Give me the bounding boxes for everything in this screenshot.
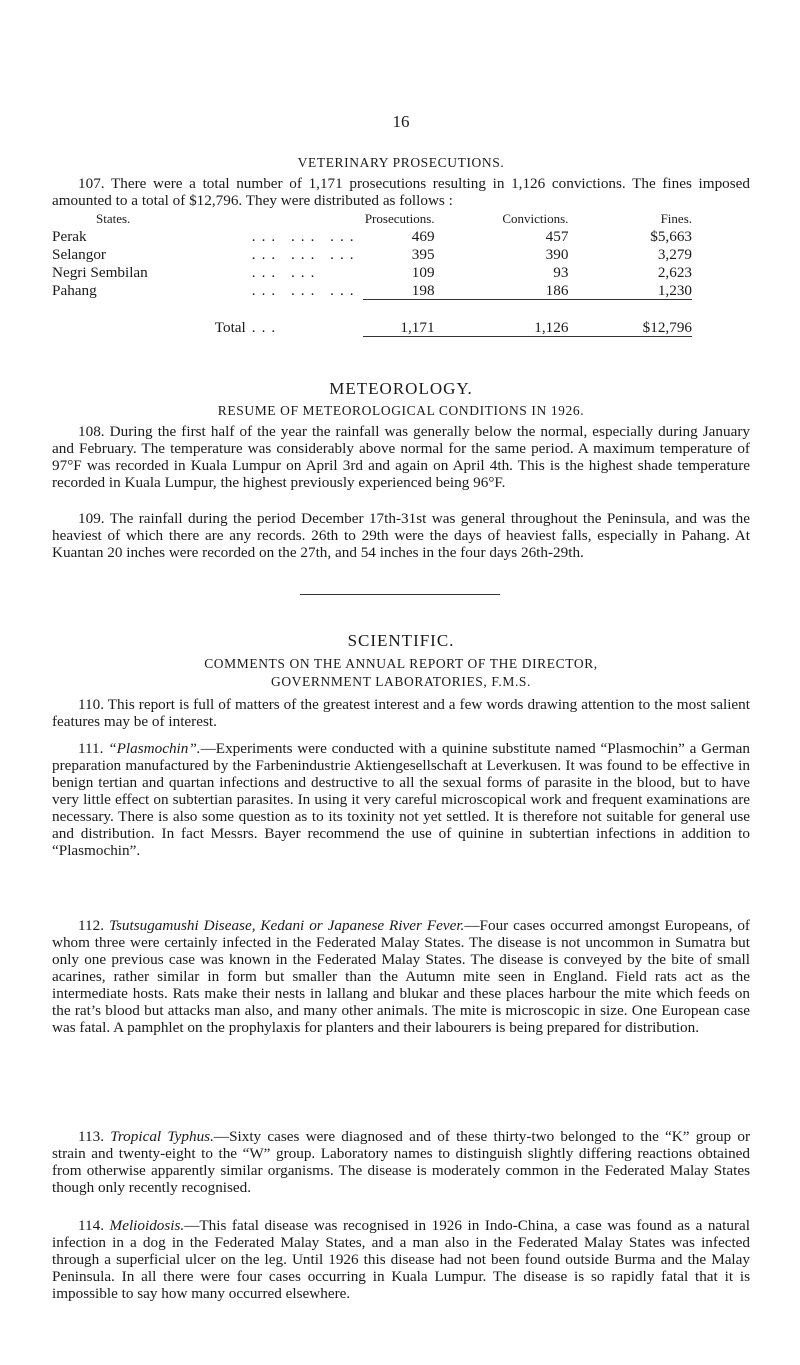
paragraph-109: 109. The rainfall during the period December 17th-31st was general throughout the Peninsula, and was the heaviest of which there are any records. 26th to 29th were the days of heaviest falls, especially in Pahang. At Kuantan 20 inches were recorded on the 27th, and 54 inches in the four days 26th-29th. <box>52 510 750 561</box>
meteorology-heading: METEOROLOGY. <box>329 379 473 398</box>
paragraph-113: 113. Tropical Typhus.—Sixty cases were diagnosed and of these thirty-two belonged to the “K” group or strain and twenty-eight to the “W” group. Laboratory names to distinguish slightly differing reactions obtained from otherwise apparently similar organisms. The disease is moderately common in the Federated Malay States though only recently recognised. <box>52 1128 750 1196</box>
table-row: Selangor ... ... ... 395 390 3,279 <box>52 245 692 263</box>
header-fines: Fines. <box>660 211 692 226</box>
typhus-title: Tropical Typhus. <box>110 1128 214 1145</box>
table-row: Pahang ... ... ... 198 186 1,230 <box>52 281 692 299</box>
paragraph-107: 107. There were a total number of 1,171 prosecutions resulting in 1,126 convictions. The fines imposed amounted to a total of $12,796. They were distributed as follows : <box>52 175 750 209</box>
tsutsugamushi-title: Tsutsugamushi Disease, Kedani or Japanese River Fever. <box>108 917 465 934</box>
header-convictions: Convictions. <box>502 211 569 226</box>
header-prosecutions: Prosecutions. <box>364 211 435 226</box>
scientific-subheading-1: COMMENTS ON THE ANNUAL REPORT OF THE DIRECTOR, <box>204 656 598 671</box>
header-states: States. <box>96 211 131 226</box>
paragraph-114: 114. Melioidosis.—This fatal disease was recognised in 1926 in Indo-China, a case was found as a natural infection in a dog in the Federated Malay States, and a man also in the Federated Malay States was infected through a superficial ulcer on the leg. Until 1926 this disease had not been found outside Burma and the Malay Peninsula. In all there were four cases occurring in Kuala Lumpur. The disease is so rapidly fatal that it is impossible to say how many occurred elsewhere. <box>52 1217 750 1302</box>
paragraph-112: 112. Tsutsugamushi Disease, Kedani or Japanese River Fever.—Four cases occurred amongst Europeans, of whom three were certainly infected in the Federated Malay States. The disease is not uncommon in Sumatra but only one previous case was known in the Federated Malay States. The disease is conveyed by the bite of small acarines, rather similar in form but smaller than the Autumn mite seen in England. Field rats act as the intermediate hosts. Rats make their nests in lallang and blukar and these places harbour the mite which feeds on the rat’s blood but attacks man also, and many other animals. The mite is microscopic in size. One European case was fatal. A pamphlet on the prophylaxis for planters and their labourers is being prepared for distribution. <box>52 917 750 1036</box>
section-divider <box>300 594 500 595</box>
table-total-row: Total ... 1,171 1,126 $12,796 <box>214 318 692 336</box>
plasmochin-title: “Plasmochin”. <box>108 740 201 757</box>
prosecutions-table <box>52 210 692 355</box>
veterinary-heading: VETERINARY PROSECUTIONS. <box>297 155 505 170</box>
paragraph-108: 108. During the first half of the year the rainfall was generally below the normal, especially during January and February. The temperature was considerably above normal for the same period. A maximum temperature of 97°F was recorded in Kuala Lumpur on April 3rd and again on April 4th. This is the highest shade temperature recorded in Kuala Lumpur, the highest previously experienced being 96°F. <box>52 423 750 491</box>
table-row: Perak ... ... ... 469 457 $5,663 <box>52 227 692 245</box>
melioidosis-title: Melioidosis. <box>109 1217 185 1234</box>
scientific-heading: SCIENTIFIC. <box>347 631 455 650</box>
meteorology-subheading: RESUME OF METEOROLOGICAL CONDITIONS IN 1926. <box>217 403 585 418</box>
table-header-row <box>52 210 692 227</box>
scientific-subheading-2: GOVERNMENT LABORATORIES, F.M.S. <box>270 674 532 689</box>
table-row: Negri Sembilan ... ... 109 93 2,623 <box>52 263 692 281</box>
paragraph-110: 110. This report is full of matters of the greatest interest and a few words drawing attention to the most salient features may be of interest. <box>52 696 750 730</box>
paragraph-111: 111. “Plasmochin”.—Experiments were conducted with a quinine substitute named “Plasmochin” a German preparation manufactured by the Farbenindustrie Aktiengesellschaft at Leverkusen. It was found to be effective in benign tertian and quartan infections and destructive to all the sexual forms of parasite in the blood, but to have very little effect on subtertian parasites. In using it very careful microscopical work and frequent examinations are necessary. There is also some question as to its toxinity not yet settled. It is therefore not suitable for general use and distribution. In fact Messrs. Bayer recommend the use of quinine in subtertian infections in addition to “Plasmochin”. <box>52 740 750 859</box>
page-number: 16 <box>392 112 410 131</box>
